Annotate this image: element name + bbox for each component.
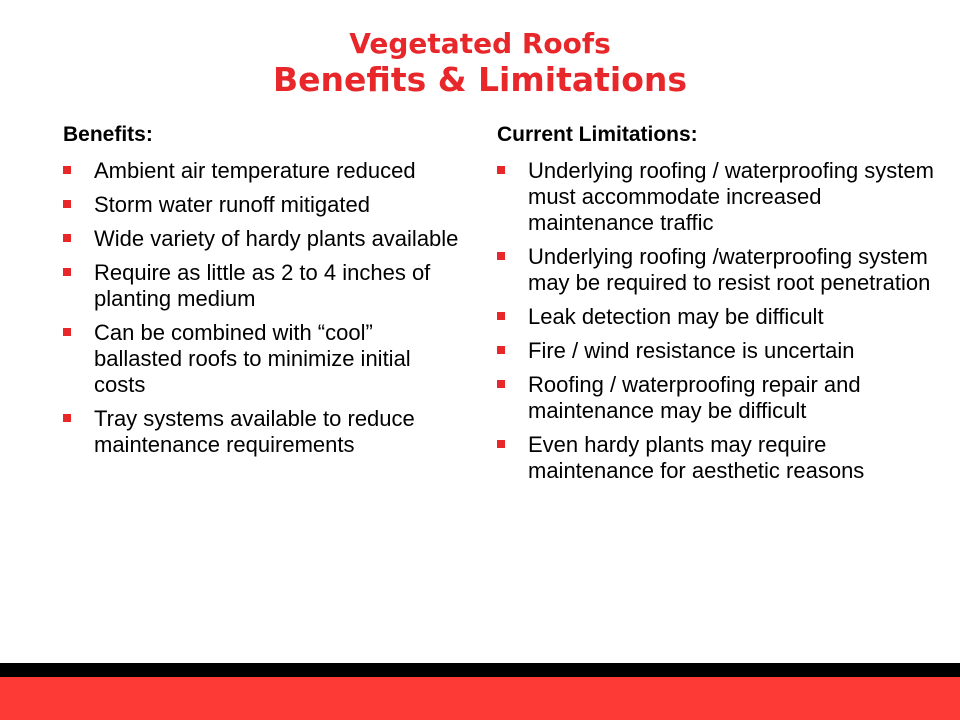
footer-red-bar [0,677,960,720]
square-bullet-icon [497,312,505,320]
limitation-item-text: Leak detection may be difficult [528,304,824,329]
benefit-item-text: Wide variety of hardy plants available [94,226,459,251]
square-bullet-icon [497,252,505,260]
square-bullet-icon [497,380,505,388]
square-bullet-icon [497,166,505,174]
limitations-list [497,158,937,484]
square-bullet-icon [63,268,71,276]
limitation-item-text: Underlying roofing / waterproofing system must accommodate increased maintenance traffic [528,158,934,235]
limitation-item [497,304,937,330]
limitations-heading: Current Limitations: [497,123,698,146]
square-bullet-icon [497,440,505,448]
benefit-item-text: Can be combined with “cool” ballasted roofs to minimize initial costs [94,320,411,397]
benefits-column [63,122,463,466]
limitation-item [497,158,937,236]
benefit-item [63,406,463,458]
limitation-item-text: Fire / wind resistance is uncertain [528,338,855,363]
limitation-item-text: Underlying roofing /waterproofing system may be required to resist root penetration [528,244,931,295]
title-line-2: Benefits & Limitations [272,60,687,99]
square-bullet-icon [63,166,71,174]
limitations-column [497,122,937,492]
benefit-item [63,192,463,218]
benefit-item-text: Require as little as 2 to 4 inches of planting medium [94,260,431,311]
benefit-item-text: Ambient air temperature reduced [94,158,416,183]
benefits-list [63,158,463,458]
benefits-heading: Benefits: [63,123,153,146]
limitation-item [497,432,937,484]
benefit-item-text: Storm water runoff mitigated [94,192,370,217]
limitation-item-text: Roofing / waterproofing repair and maintenance may be difficult [528,372,861,423]
limitation-item [497,338,937,364]
square-bullet-icon [497,346,505,354]
limitation-item-text: Even hardy plants may require maintenance for aesthetic reasons [528,432,865,483]
square-bullet-icon [63,200,71,208]
limitation-item [497,372,937,424]
footer-black-bar [0,663,960,677]
slide-title [0,28,960,100]
square-bullet-icon [63,328,71,336]
title-line-1: Vegetated Roofs [349,27,611,60]
benefit-item [63,320,463,398]
benefit-item [63,226,463,252]
square-bullet-icon [63,414,71,422]
square-bullet-icon [63,234,71,242]
benefit-item-text: Tray systems available to reduce maintenance requirements [94,406,415,457]
benefit-item [63,260,463,312]
limitation-item [497,244,937,296]
benefit-item [63,158,463,184]
